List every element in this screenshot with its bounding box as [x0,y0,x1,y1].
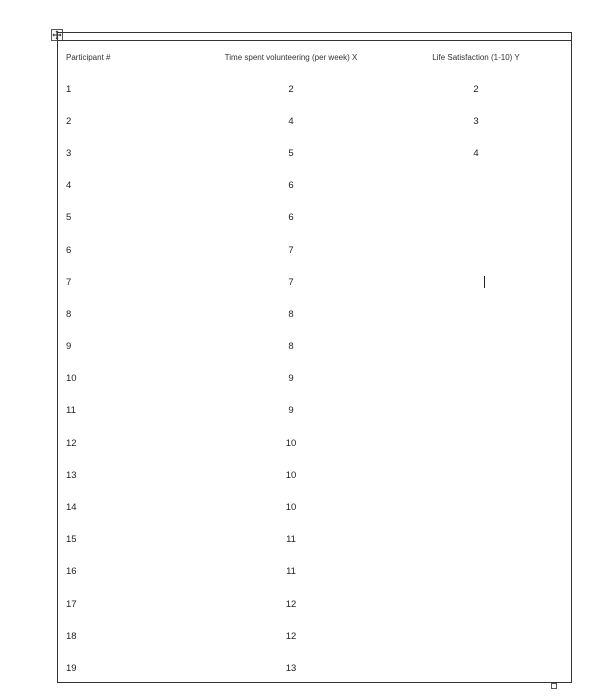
cell-time-volunteering[interactable]: 8 [288,308,294,320]
cell-life-satisfaction[interactable] [376,234,576,266]
cell-life-satisfaction[interactable] [376,202,576,234]
cell-participant[interactable]: 8 [66,308,72,320]
data-table[interactable] [58,42,576,685]
cell-life-satisfaction[interactable] [376,427,576,459]
cell-participant[interactable]: 4 [66,180,72,192]
cell-life-satisfaction[interactable] [376,395,576,427]
cell-time-volunteering[interactable]: 9 [288,373,294,385]
table-row [58,73,576,105]
cell-participant[interactable]: 17 [66,598,77,610]
table-row [58,395,576,427]
cell-participant[interactable]: 12 [66,437,77,449]
cell-life-satisfaction[interactable] [376,588,576,620]
table-row [58,137,576,169]
text-cursor [484,276,485,288]
table-resize-icon[interactable] [551,683,557,689]
cell-time-volunteering[interactable]: 6 [288,212,294,224]
cell-time-volunteering[interactable]: 12 [285,598,297,610]
cell-life-satisfaction[interactable] [376,556,576,588]
cell-life-satisfaction[interactable]: 2 [473,83,479,95]
cell-life-satisfaction[interactable] [376,298,576,330]
table-row [58,298,576,330]
header-time-volunteering[interactable]: Time spent volunteering (per week) X [224,53,358,62]
cell-time-volunteering[interactable]: 11 [286,534,296,546]
cell-life-satisfaction[interactable] [376,170,576,202]
cell-participant[interactable]: 1 [66,83,72,95]
cell-life-satisfaction[interactable] [376,459,576,491]
cell-time-volunteering[interactable]: 6 [288,180,294,192]
table-row [58,427,576,459]
table-row [58,202,576,234]
cell-time-volunteering[interactable]: 10 [285,437,297,449]
cell-life-satisfaction[interactable] [376,524,576,556]
cell-participant[interactable]: 10 [66,373,77,385]
cell-time-volunteering[interactable]: 11 [286,566,296,578]
cell-life-satisfaction[interactable]: 3 [473,115,479,127]
table-row [58,459,576,491]
cell-life-satisfaction[interactable] [376,266,576,298]
cell-time-volunteering[interactable]: 4 [288,115,294,127]
table-row [58,491,576,523]
table-row [58,170,576,202]
header-life-satisfaction[interactable]: Life Satisfaction (1-10) Y [432,53,520,62]
table-row [58,588,576,620]
cell-participant[interactable]: 5 [66,212,72,224]
table-row [58,234,576,266]
header-participant[interactable]: Participant # [66,53,111,62]
cell-participant[interactable]: 16 [66,566,77,578]
cell-participant[interactable]: 19 [66,662,77,674]
table-row [58,524,576,556]
cell-participant[interactable]: 9 [66,341,72,353]
cell-participant[interactable]: 15 [66,534,77,546]
cell-time-volunteering[interactable]: 7 [288,244,294,256]
cell-life-satisfaction[interactable] [376,491,576,523]
table-row [58,331,576,363]
cell-time-volunteering[interactable]: 13 [285,662,297,674]
table-row [58,105,576,137]
cell-time-volunteering[interactable]: 2 [288,83,294,95]
cell-participant[interactable]: 6 [66,244,72,256]
cell-time-volunteering[interactable]: 5 [288,147,294,159]
table-row [58,556,576,588]
cell-time-volunteering[interactable]: 8 [288,341,294,353]
cell-life-satisfaction[interactable] [376,620,576,652]
cell-participant[interactable]: 14 [66,502,77,514]
cell-time-volunteering[interactable]: 10 [285,469,297,481]
cell-participant[interactable]: 7 [66,276,72,288]
cell-life-satisfaction[interactable] [376,331,576,363]
table-row [58,363,576,395]
cell-participant[interactable]: 13 [66,469,77,481]
table-row [58,652,576,684]
cell-life-satisfaction[interactable] [376,652,576,684]
cell-time-volunteering[interactable]: 12 [285,630,297,642]
cell-life-satisfaction[interactable]: 4 [473,147,479,159]
cell-time-volunteering[interactable]: 7 [288,276,294,288]
cell-participant[interactable]: 2 [66,115,72,127]
cell-participant[interactable]: 3 [66,147,72,159]
cell-time-volunteering[interactable]: 10 [285,502,297,514]
cell-life-satisfaction[interactable] [376,363,576,395]
cell-time-volunteering[interactable]: 9 [288,405,294,417]
cell-participant[interactable]: 18 [66,630,77,642]
table-row [58,266,576,298]
cell-participant[interactable]: 11 [66,405,76,417]
table-header-row [58,42,576,73]
table-row [58,620,576,652]
